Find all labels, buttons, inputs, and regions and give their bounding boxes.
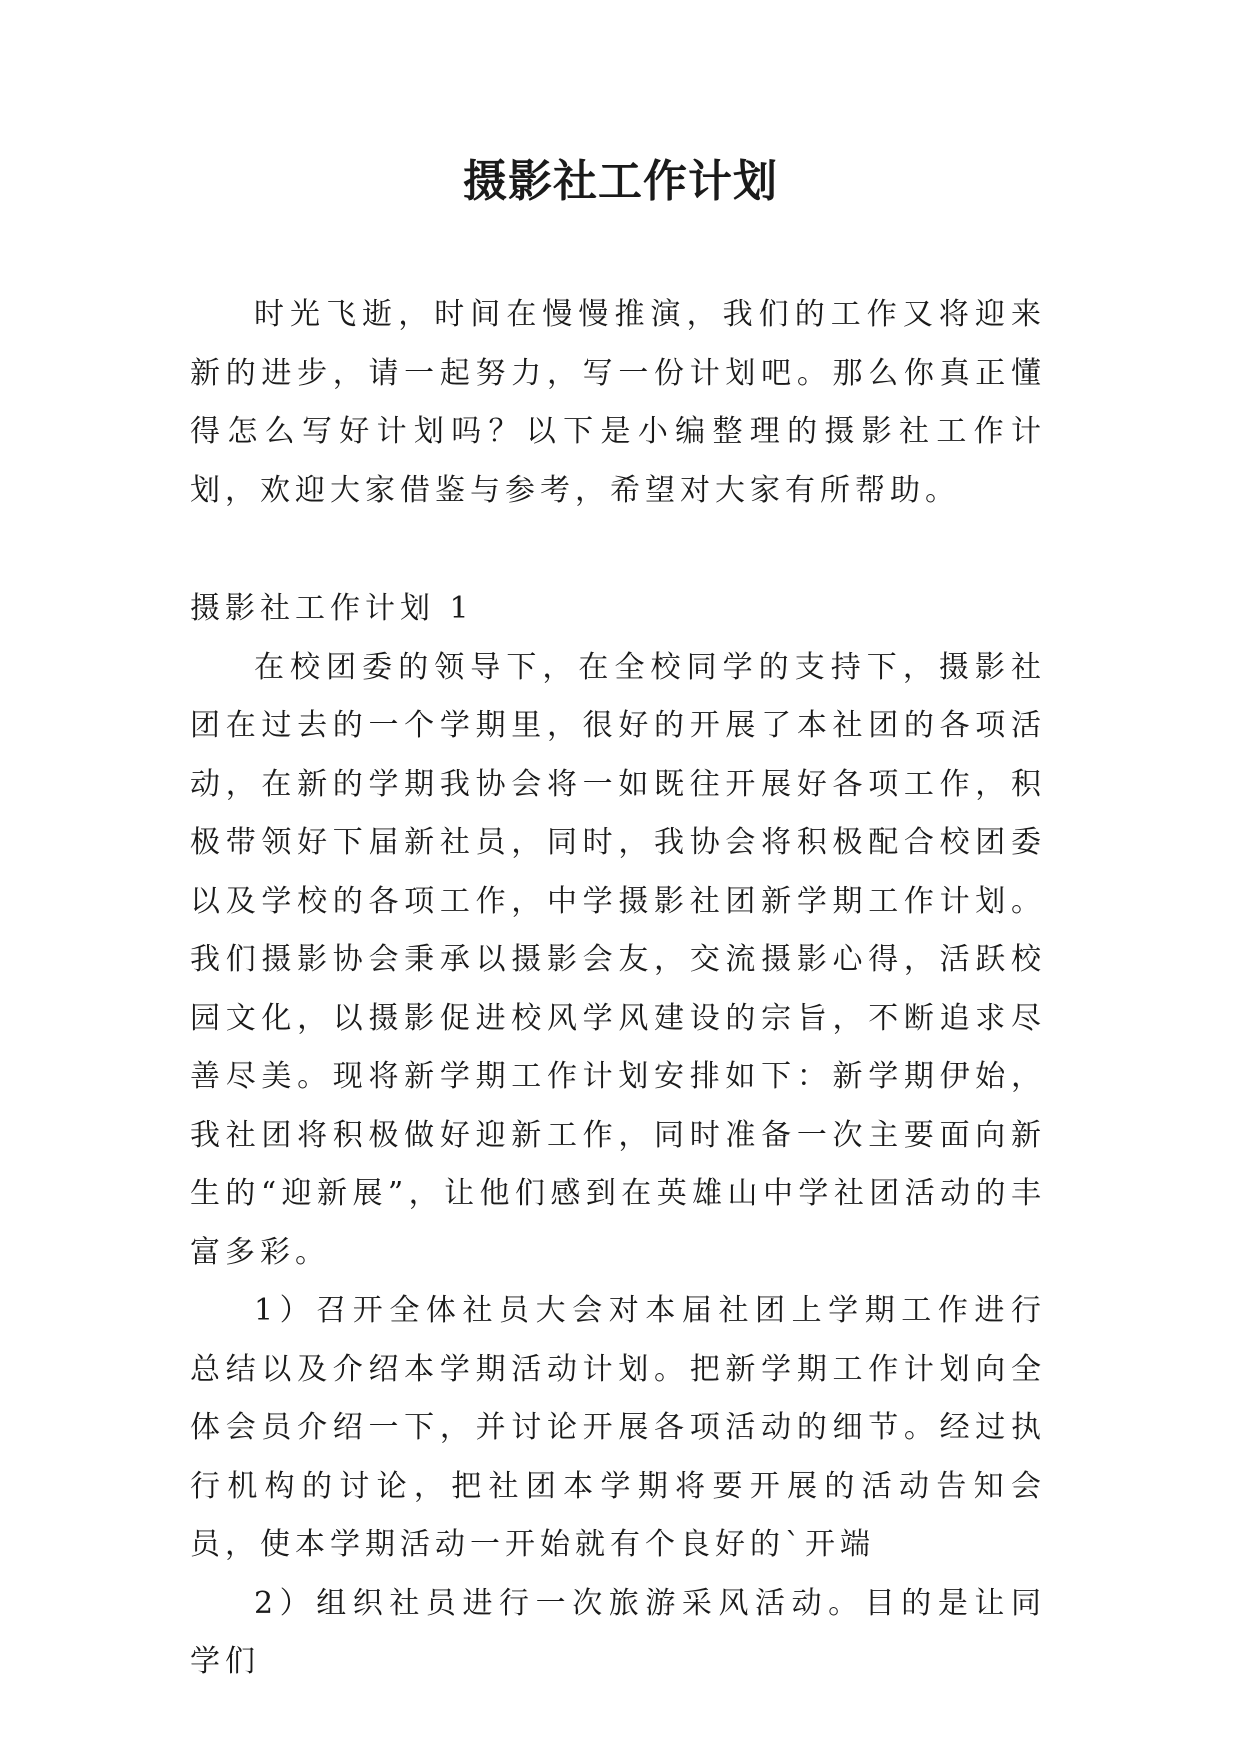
section-paragraph: 2）组织社员进行一次旅游采风活动。目的是让同学们 [190,1585,1046,1679]
intro-paragraph: 时光飞逝，时间在慢慢推演，我们的工作又将迎来新的进步，请一起努力，写一份计划吧。那么你真正懂得怎么写好计划吗？以下是小编整理的摄影社工作计划，欢迎大家借鉴与参考，希望对大家有所帮助。 [190,297,1046,508]
section-paragraph: 1）召开全体社员大会对本届社团上学期工作进行总结以及介绍本学期活动计划。把新学期工作计划向全体会员介绍一下，并讨论开展各项活动的细节。经过执行机构的讨论，把社团本学期将要开展的活动告知会员，使本学期活动一开始就有个良好的`开端 [190,1293,1046,1562]
document-title: 摄影社工作计划 [463,156,778,207]
section-heading: 摄影社工作计划 1 [190,591,474,626]
section-1 [190,580,1046,1692]
section-paragraph: 在校团委的领导下，在全校同学的支持下，摄影社团在过去的一个学期里，很好的开展了本社团的各项活动，在新的学期我协会将一如既往开展好各项工作，积极带领好下届新社员，同时，我协会将积极配合校团委以及学校的各项工作，中学摄影社团新学期工作计划。我们摄影协会秉承以摄影会友，交流摄影心得，活跃校园文化，以摄影促进校风学风建设的宗旨，不断追求尽善尽美。现将新学期工作计划安排如下：新学期伊始，我社团将积极做好迎新工作，同时准备一次主要面向新生的“迎新展”，让他们感到在英雄山中学社团活动的丰富多彩。 [190,649,1046,1270]
intro-block [190,286,1046,520]
